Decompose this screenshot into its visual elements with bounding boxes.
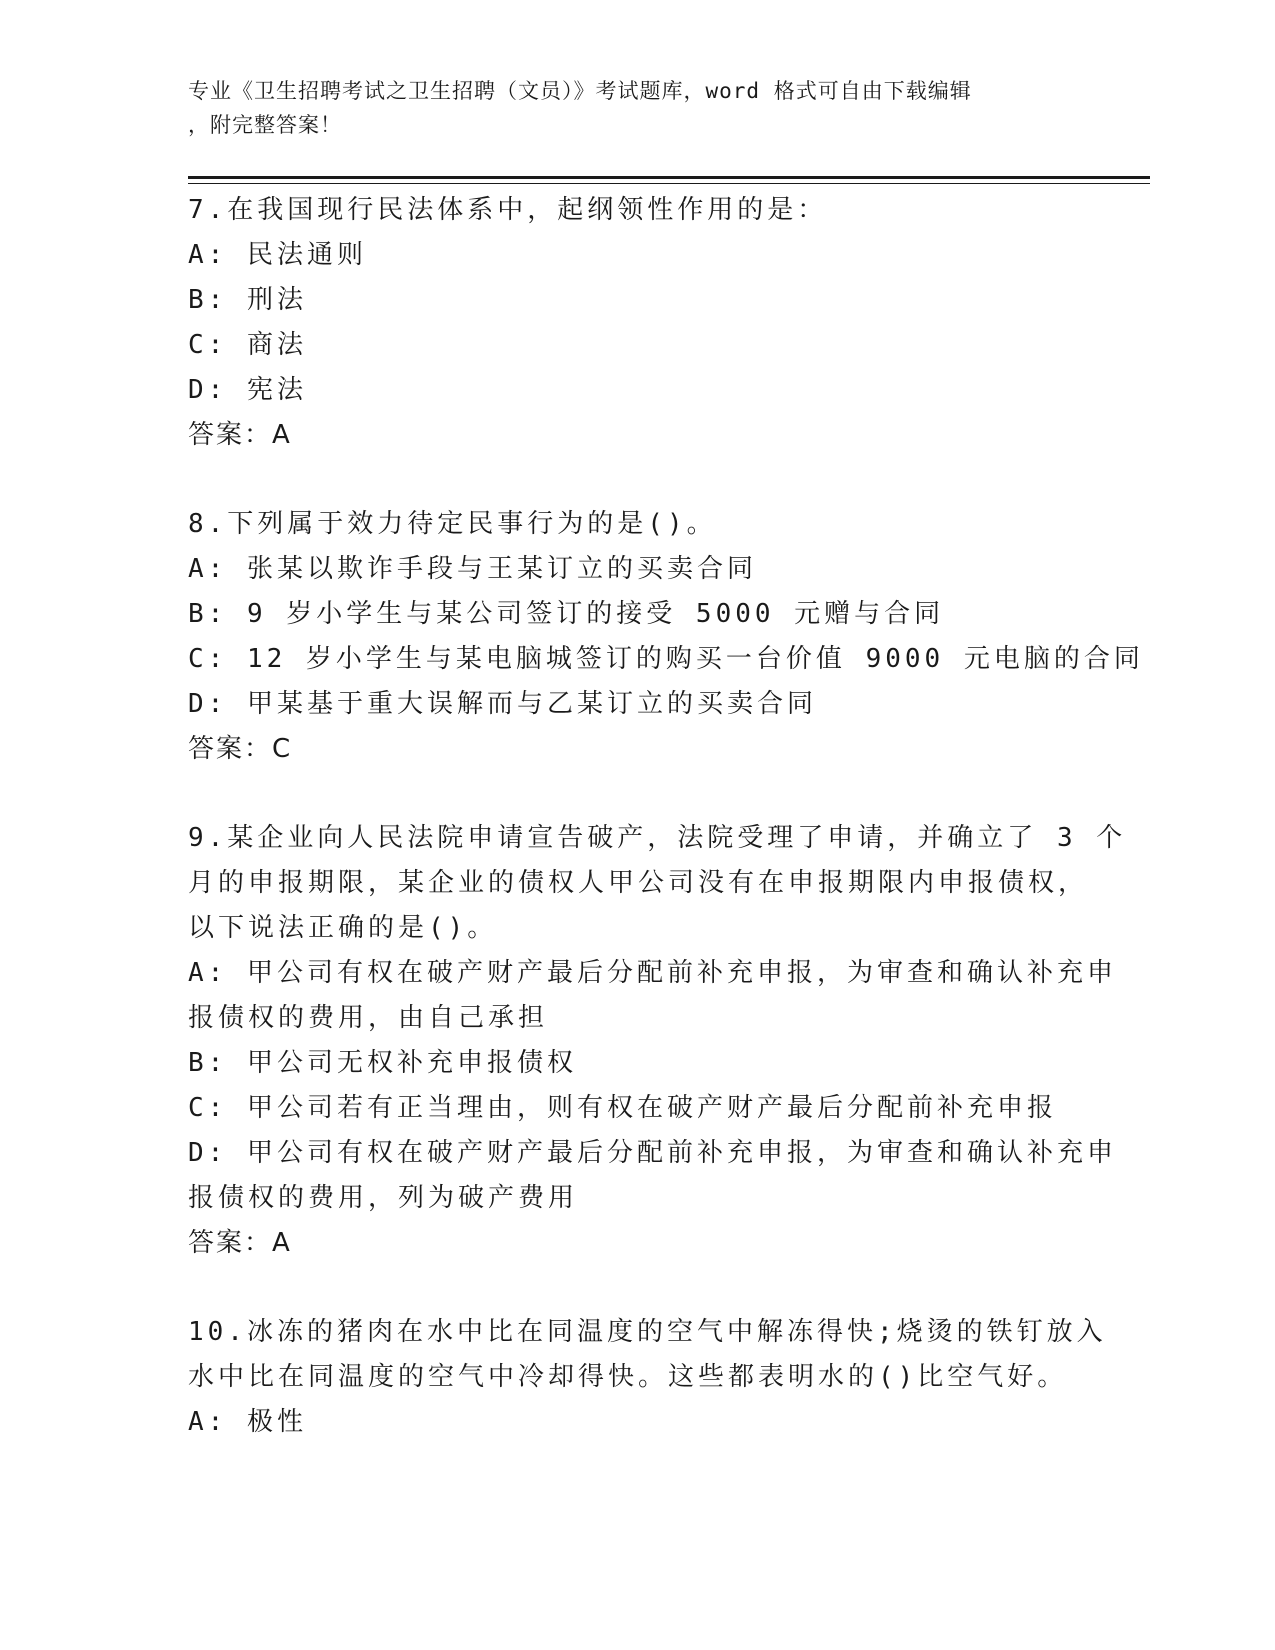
- option-d: D: 宪法: [188, 375, 307, 405]
- question-stem: 9.某企业向人民法院申请宣告破产，法院受理了申请，并确立了 3 个: [188, 823, 1127, 853]
- option-b: B: 9 岁小学生与某公司签订的接受 5000 元赠与合同: [188, 599, 945, 629]
- answer-line: 答案：A: [188, 420, 292, 450]
- option-d-continued: 报债权的费用，列为破产费用: [188, 1183, 579, 1213]
- option-d: D: 甲公司有权在破产财产最后分配前补充申报，为审查和确认补充申: [188, 1138, 1117, 1168]
- option-c: C: 甲公司若有正当理由，则有权在破产财产最后分配前补充申报: [188, 1093, 1057, 1123]
- option-a: A: 民法通则: [188, 240, 367, 270]
- answer-line: 答案：C: [188, 734, 293, 764]
- header-line-1: 专业《卫生招聘考试之卫生招聘（文员）》考试题库，word 格式可自由下载编辑: [188, 79, 972, 103]
- document-header: [188, 74, 1078, 142]
- option-a-continued: 报债权的费用，由自己承担: [188, 1003, 549, 1033]
- option-d: D: 甲某基于重大误解而与乙某订立的买卖合同: [188, 689, 817, 719]
- option-c: C: 12 岁小学生与某电脑城签订的购买一台价值 9000 元电脑的合同: [188, 644, 1144, 674]
- question-block: [188, 816, 1127, 1266]
- question-block: [188, 188, 1068, 458]
- option-a: A: 张某以欺诈手段与王某订立的买卖合同: [188, 554, 757, 584]
- option-a: A: 极性: [188, 1407, 307, 1437]
- question-stem-continued: 以下说法正确的是()。: [188, 913, 498, 943]
- question-stem: 8.下列属于效力待定民事行为的是()。: [188, 509, 717, 539]
- option-c: C: 商法: [188, 330, 307, 360]
- question-stem: 7.在我国现行民法体系中，起纲领性作用的是：: [188, 195, 828, 225]
- question-stem-continued: 月的申报期限，某企业的债权人甲公司没有在申报期限内申报债权，: [188, 868, 1089, 898]
- header-divider-thin: [188, 183, 1150, 184]
- header-line-2: ，附完整答案！: [188, 113, 342, 137]
- option-b: B: 甲公司无权补充申报债权: [188, 1048, 577, 1078]
- question-stem-continued: 水中比在同温度的空气中冷却得快。这些都表明水的()比空气好。: [188, 1362, 1068, 1392]
- question-block: [188, 502, 1144, 772]
- question-stem: 10.冰冻的猪肉在水中比在同温度的空气中解冻得快;烧烫的铁钉放入: [188, 1317, 1107, 1347]
- answer-line: 答案：A: [188, 1228, 292, 1258]
- option-a: A: 甲公司有权在破产财产最后分配前补充申报，为审查和确认补充申: [188, 958, 1117, 988]
- header-divider-thick: [188, 176, 1150, 179]
- option-b: B: 刑法: [188, 285, 307, 315]
- question-block: [188, 1310, 1107, 1445]
- question-list: [188, 188, 1144, 1445]
